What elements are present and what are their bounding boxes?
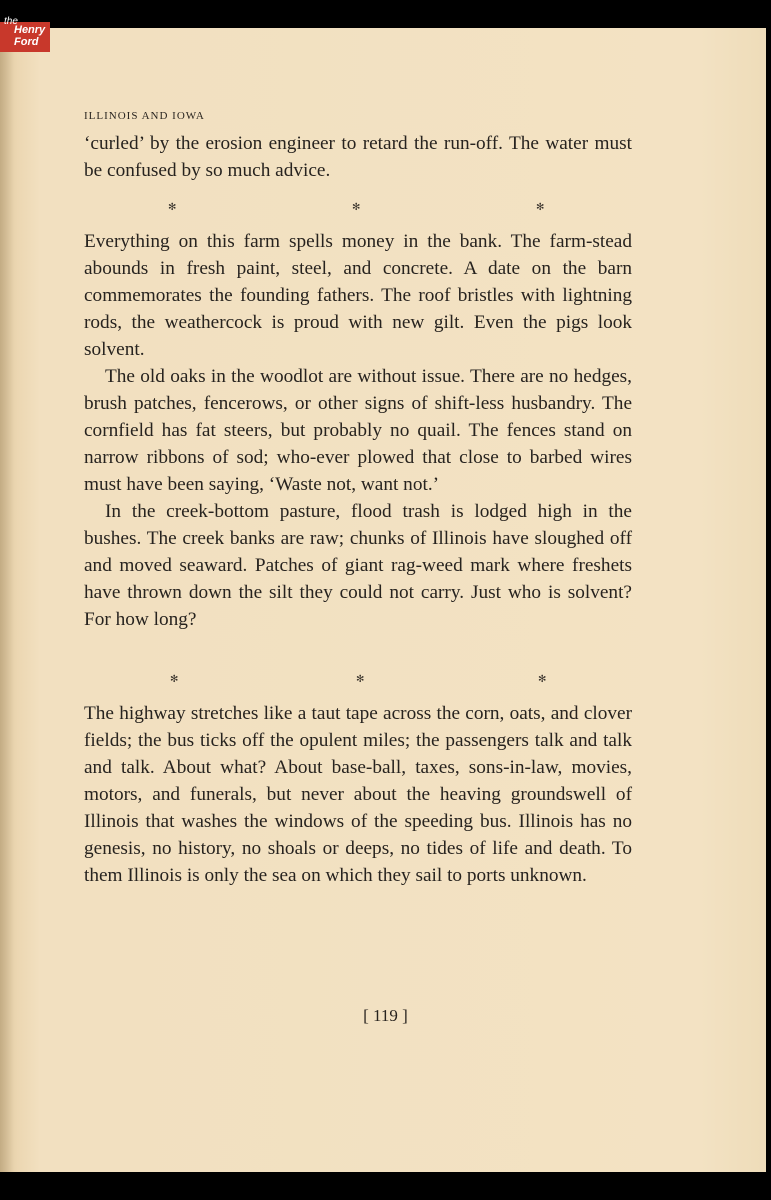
logo-ford: Ford [14, 36, 39, 48]
paragraph: The old oaks in the woodlot are without issue. There are no hedges, brush patches, fencerows, or other signs of shift-less husbandry. The cornfield has fat steers, but probably no quail. The fences stand on narrow ribbons of sod; who-ever plowed that close to barbed wires must have been saying, ‘Waste not, want not.’ [84, 366, 632, 495]
paragraph: Everything on this farm spells money in the bank. The farm-stead abounds in fresh paint, steel, and concrete. A date on the barn commemorates the founding fathers. The roof bristles with lightning rods, the weathercock is proud with new gilt. Even the pigs look solvent. [84, 231, 632, 360]
asterism-star: ✻ [352, 202, 361, 213]
section-2 [84, 228, 632, 633]
paragraph: ‘curled’ by the erosion engineer to retard the run-off. The water must be confused by so much advice. [84, 133, 632, 181]
asterism-star: ✻ [356, 674, 365, 685]
asterism-star: ✻ [538, 674, 547, 685]
paragraph: In the creek-bottom pasture, flood trash is lodged high in the bushes. The creek banks are raw; chunks of Illinois have sloughed off and moved seaward. Patches of giant rag-weed mark where freshets have thrown down the silt they could not carry. Just who is solvent? For how long? [84, 501, 632, 630]
logo-the: the [4, 16, 18, 27]
section-separator [84, 202, 632, 214]
section-3 [84, 700, 632, 889]
asterism-star: ✻ [170, 674, 179, 685]
asterism-star: ✻ [536, 202, 545, 213]
section-separator [84, 674, 632, 686]
book-page [0, 28, 766, 1172]
section-1 [84, 130, 632, 184]
paragraph: The highway stretches like a taut tape across the corn, oats, and clover fields; the bus ticks off the opulent miles; the passengers talk and talk and talk. About what? About base-ball, taxes, sons-in-law, movies, motors, and funerals, but never about the heaving groundswell of Illinois that washes the windows of the speeding bus. Illinois has no genesis, no history, no shoals or deeps, no tides of life and death. To them Illinois is only the sea on which they sail to ports unknown. [84, 703, 632, 886]
logo-henry: Henry [14, 24, 46, 36]
running-head: ILLINOIS AND IOWA [84, 110, 205, 122]
asterism-star: ✻ [168, 202, 177, 213]
page-number: [ 119 ] [363, 1006, 408, 1025]
henry-ford-logo [0, 16, 50, 52]
